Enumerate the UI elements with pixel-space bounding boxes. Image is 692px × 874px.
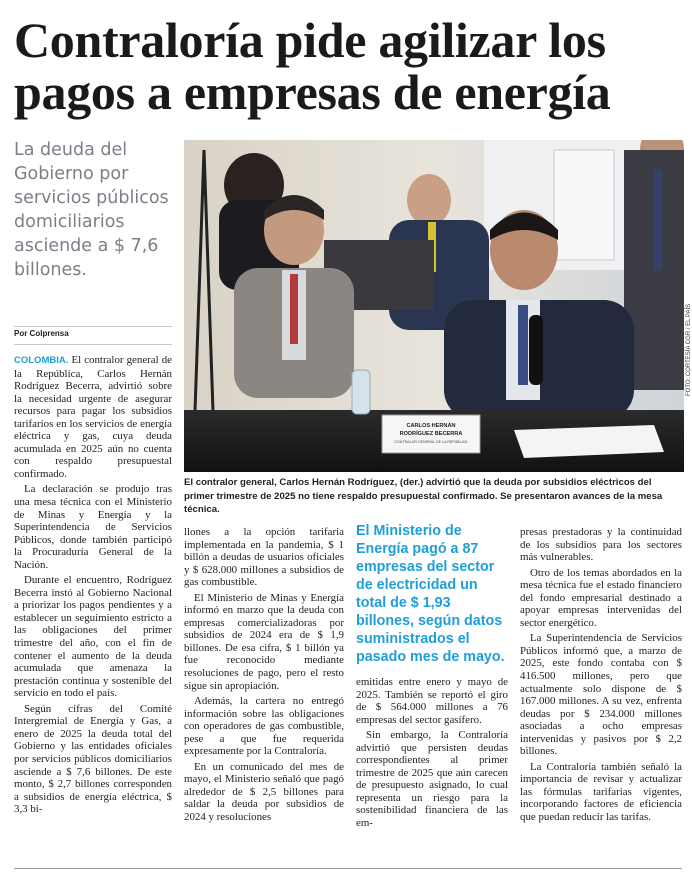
article-photo	[184, 140, 684, 472]
byline-divider-bottom	[14, 344, 172, 345]
paragraph: presas prestadoras y la continuidad de los subsidios para los sectores más vulnerables.	[520, 526, 682, 564]
paragraph: emitidas entre enero y mayo de 2025. También se reportó el giro de $ 564.000 millones a 76 empresas del sector gasífero.	[356, 676, 508, 726]
deck-summary: La deuda del Gobierno por servicios públicos domiciliarios asciende a $ 7,6 billones.	[14, 140, 169, 280]
paragraph: La Contraloría también señaló la importancia de revisar y actualizar las fórmulas tarifarias vigentes, incorporando factores de eficiencia que puedan reducir las tarifas.	[520, 760, 682, 824]
pull-quote: El Ministerio de Energía pagó a 87 empresas del sector de electricidad un total de $ 1,93 billones, según datos suministrados el pasado mes de mayo.	[356, 523, 505, 665]
body-column-2	[184, 526, 344, 827]
paragraph: El Ministerio de Minas y Energía informó en marzo que la deuda con empresas comercializadoras por subsidios de 2024 era de $ 1,9 billones. De esa cifra, $ 1 billón ya fue reconocido mediante resoluciones de pago, pero el resto sigue sin apropiación.	[184, 591, 344, 692]
paragraph: Durante el encuentro, Rodríguez Becerra instó al Gobierno Nacional a priorizar los pagos pendientes y a establecer un seguimiento estricto a las obligaciones del primer trimestre del año, con el fin de contener el aumento de la deuda acumulada que amenaza la prestación continua y sostenible del servicio en todo el país.	[14, 574, 172, 700]
body-column-3	[356, 676, 508, 833]
paragraph: Además, la cartera no entregó información sobre las obligaciones con operadores de gas combustible, pese a que fue requerida expresamente por la Contraloría.	[184, 695, 344, 758]
paragraph	[14, 354, 172, 480]
paragraph: Según cifras del Comité Intergremial de Energía y Gas, a enero de 2025 la deuda total del Gobierno y las entidades oficiales por servicios públicos domiciliarios asciende a $ 7,6 billones. De este monto, $ 2,7 billones corresponden a subsidios de energía eléctrica, $ 3,3 bi-	[14, 702, 172, 816]
headline-line-1: Contraloría pide agilizar los	[14, 12, 606, 68]
nameplate-line-3: CONTRALOR GENERAL DE LA REPÚBLICA	[394, 440, 468, 444]
byline: Por Colprensa	[14, 329, 69, 338]
nameplate-line-2: RODRÍGUEZ BECERRA	[399, 431, 463, 437]
paragraph: En un comunicado del mes de mayo, el Ministerio señaló que pagó alrededor de $ 2,5 billones para saldar la deuda por subsidios de 2024 y resoluciones	[184, 760, 344, 824]
paragraph-text: El contralor general de la República, Carlos Hernán Rodríguez Becerra, advirtió sobre la necesidad urgente de asegurar recursos para pagar los subsidios tarifarios en los servicios de energía eléctrica y gas, cuya deuda acumulada en 2025 aún no cuenta con respaldo presupuestal confirmado.	[14, 354, 172, 480]
byline-divider-top	[14, 326, 172, 327]
headline	[14, 14, 682, 118]
headline-line-2: pagos a empresas de energía	[14, 64, 611, 120]
photo-caption: El contralor general, Carlos Hernán Rodríguez, (der.) advirtió que la deuda por subsidios eléctricos del primer trimestre de 2025 no tiene respaldo presupuestal confirmado. Se presentaron avances de la mesa técnica.	[184, 477, 663, 515]
dateline: COLOMBIA.	[14, 355, 69, 366]
paragraph: La declaración se produjo tras una mesa técnica con el Ministerio de Minas y Energía y la Superintendencia de Servicios Públicos, donde también participó la Procuraduría General de la Nación.	[14, 483, 172, 571]
paragraph: Otro de los temas abordados en la mesa técnica fue el estado financiero del fondo empresarial destinado a apoyar empresas intervenidas del sector energético.	[520, 566, 682, 629]
photo-credit: FOTO: CORTESÍA CGR / EL PAÍS	[686, 303, 692, 396]
body-column-4	[520, 526, 682, 827]
body-column-1	[14, 354, 172, 819]
paragraph: llones a la opción tarifaria implementada en la pandemia, $ 1 billón a deudas de usuarios oficiales y $ 628.000 millones a subsidios de gas combustible.	[184, 526, 344, 589]
paragraph: Sin embargo, la Contraloría advirtió que persisten deudas correspondientes al primer trimestre de 2025 que aún carecen de presupuesto asignado, lo cual representa un riesgo para la sostenibilidad financiera de las em-	[356, 729, 508, 830]
nameplate-line-1: CARLOS HERNÁN	[406, 423, 456, 429]
bottom-divider	[14, 868, 682, 869]
paragraph: La Superintendencia de Servicios Públicos informó que, a marzo de 2025, este fondo contaba con $ 416.500 millones, pero que actualmente solo dispone de $ 167.000 millones. A su vez, enfrenta deudas por $ 234.000 millones asociadas a ocho empresas intervenidas y pasivos por $ 2,2 billones.	[520, 632, 682, 758]
